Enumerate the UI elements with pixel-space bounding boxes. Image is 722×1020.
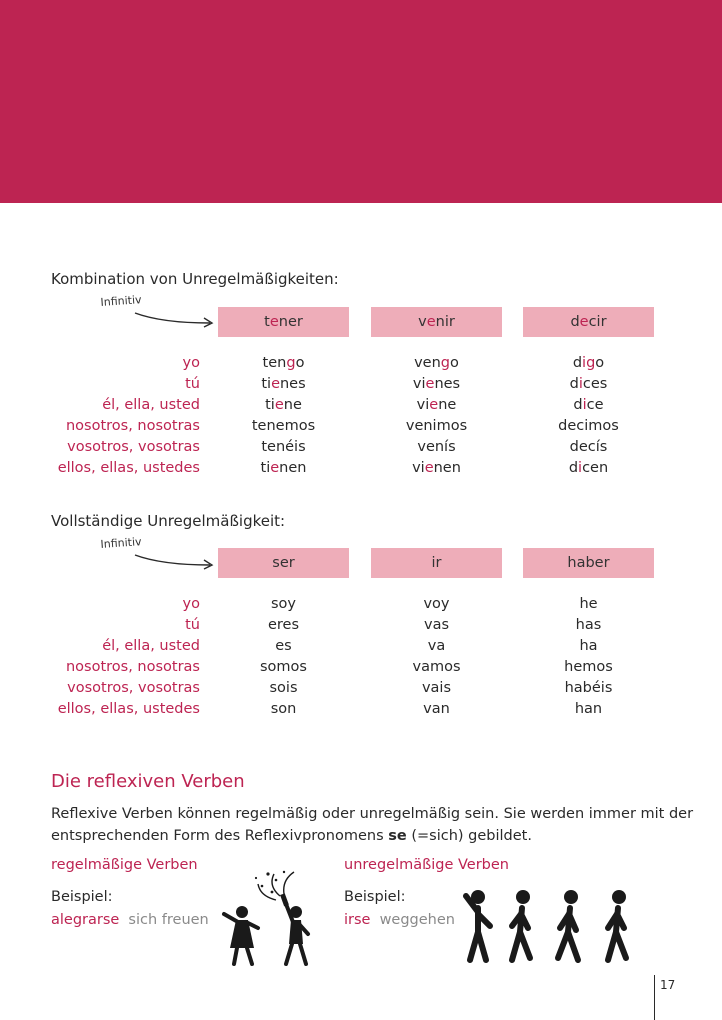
conjugation-cell bbox=[523, 594, 654, 615]
highlighted-letter: g bbox=[586, 355, 596, 371]
conjugation-cell bbox=[218, 374, 349, 395]
conjugation-text: somos bbox=[260, 659, 307, 675]
regular-example bbox=[51, 909, 209, 928]
paragraph-text: entsprechenden Form des Reflexivpronomens bbox=[51, 828, 389, 844]
header-banner bbox=[0, 0, 722, 203]
highlighted-letter: e bbox=[426, 314, 436, 330]
conjugation-cell bbox=[218, 395, 349, 416]
conjugation-cell bbox=[218, 699, 349, 720]
paragraph-text: (=sich) gebildet. bbox=[406, 828, 532, 844]
conjugation-cell bbox=[523, 416, 654, 437]
conjugation-text: ven bbox=[414, 355, 441, 371]
infinitive-header-cell bbox=[218, 307, 349, 337]
conjugation-cell bbox=[523, 636, 654, 657]
conjugation-cell bbox=[218, 615, 349, 636]
conjugation-cell bbox=[218, 458, 349, 479]
pronoun-label: él, ella, usted bbox=[102, 638, 200, 654]
pronoun-label: yo bbox=[182, 596, 200, 612]
conjugation-text: van bbox=[423, 701, 450, 717]
pronoun-label: vosotros, vosotras bbox=[67, 439, 200, 455]
conjugation-text: venís bbox=[417, 439, 456, 455]
infinitiv-arrow-icon bbox=[132, 307, 222, 337]
conjugation-cell bbox=[371, 416, 502, 437]
pronoun-label: ellos, ellas, ustedes bbox=[57, 701, 200, 717]
highlighted-letter: e bbox=[274, 397, 284, 413]
conjugation-text: has bbox=[575, 617, 602, 633]
highlighted-letter: i bbox=[582, 355, 587, 371]
pronoun-label: nosotros, nosotras bbox=[65, 659, 200, 675]
regular-example-translation: sich freuen bbox=[128, 912, 209, 928]
conjugation-cell bbox=[218, 657, 349, 678]
infinitive-header-cell bbox=[371, 548, 502, 578]
conjugation-text: ha bbox=[579, 638, 598, 654]
highlighted-letter: i bbox=[582, 397, 587, 413]
conjugation-cell bbox=[371, 374, 502, 395]
conjugation-text: habéis bbox=[564, 680, 613, 696]
conjugation-text: vais bbox=[421, 680, 452, 696]
conjugation-text: he bbox=[579, 596, 598, 612]
conjugation-cell bbox=[218, 437, 349, 458]
conjugation-text: venimos bbox=[405, 418, 468, 434]
conjugation-text: ne bbox=[438, 397, 457, 413]
conjugation-cell bbox=[371, 395, 502, 416]
regular-example-label: Beispiel: bbox=[51, 889, 113, 905]
conjugation-cell bbox=[371, 657, 502, 678]
irregular-verbs-heading: unregelmäßige Verben bbox=[344, 857, 509, 873]
verb-text: haber bbox=[567, 555, 610, 571]
conjugation-cell bbox=[371, 594, 502, 615]
paragraph-line bbox=[51, 825, 691, 847]
conjugation-text: voy bbox=[423, 596, 450, 612]
regular-verbs-heading: regelmäßige Verben bbox=[51, 857, 198, 873]
pronoun-label: ellos, ellas, ustedes bbox=[57, 460, 200, 476]
conjugation-cell bbox=[523, 395, 654, 416]
conjugation-text: ne bbox=[283, 397, 302, 413]
infinitive-header-cell bbox=[523, 307, 654, 337]
verb-text: cir bbox=[588, 314, 607, 330]
verb-text: ner bbox=[278, 314, 303, 330]
infinitive-header-cell bbox=[218, 548, 349, 578]
conjugation-text: decimos bbox=[558, 418, 619, 434]
conjugation-text: nes bbox=[279, 376, 306, 392]
conjugation-text: ti bbox=[260, 460, 271, 476]
conjugation-text: soy bbox=[270, 596, 296, 612]
conjugation-text: ten bbox=[262, 355, 287, 371]
conjugation-text: d bbox=[569, 376, 579, 392]
regular-example-verb: alegrarse bbox=[51, 912, 120, 928]
pronoun-label: yo bbox=[182, 355, 200, 371]
highlighted-letter: e bbox=[429, 397, 439, 413]
conjugation-text: ti bbox=[261, 376, 272, 392]
walking-away-people-icon bbox=[458, 886, 644, 966]
conjugation-cell bbox=[523, 437, 654, 458]
conjugation-cell bbox=[371, 458, 502, 479]
conjugation-cell bbox=[523, 458, 654, 479]
conjugation-cell bbox=[371, 353, 502, 374]
conjugation-text: nen bbox=[279, 460, 307, 476]
conjugation-text: vi bbox=[412, 376, 426, 392]
conjugation-cell bbox=[218, 416, 349, 437]
conjugation-text: tenéis bbox=[261, 439, 306, 455]
verb-text: t bbox=[264, 314, 270, 330]
conjugation-text: cen bbox=[582, 460, 609, 476]
highlighted-letter: g bbox=[440, 355, 451, 371]
conjugation-cell bbox=[523, 678, 654, 699]
conjugation-cell bbox=[371, 615, 502, 636]
conjugation-text: vi bbox=[412, 460, 425, 476]
infinitive-header-cell bbox=[371, 307, 502, 337]
conjugation-cell bbox=[523, 374, 654, 395]
conjugation-text: nen bbox=[433, 460, 461, 476]
conjugation-text: ti bbox=[265, 397, 275, 413]
paragraph-bold-se: se bbox=[388, 828, 407, 844]
conjugation-text: ces bbox=[582, 376, 608, 392]
conjugation-text: vamos bbox=[412, 659, 461, 675]
conjugation-cell bbox=[218, 353, 349, 374]
page-number-rule bbox=[654, 975, 655, 1020]
conjugation-text: han bbox=[574, 701, 603, 717]
infinitiv-label: Infinitiv bbox=[100, 535, 142, 551]
conjugation-text: vas bbox=[423, 617, 450, 633]
conjugation-cell bbox=[371, 678, 502, 699]
verb-text: ir bbox=[431, 555, 442, 571]
conjugation-cell bbox=[523, 699, 654, 720]
paragraph-line: Reflexive Verben können regelmäßig oder unregelmäßig sein. Sie werden immer mit der bbox=[51, 806, 694, 822]
conjugation-text: nes bbox=[434, 376, 461, 392]
section-heading-combination: Kombination von Unregelmäßigkeiten: bbox=[51, 270, 339, 288]
conjugation-cell bbox=[218, 678, 349, 699]
infinitiv-label: Infinitiv bbox=[100, 293, 142, 309]
pronoun-label: nosotros, nosotras bbox=[65, 418, 200, 434]
pronoun-label: tú bbox=[185, 617, 200, 633]
verb-text: nir bbox=[435, 314, 455, 330]
conjugation-cell bbox=[523, 353, 654, 374]
conjugation-text: o bbox=[295, 355, 305, 371]
highlighted-letter: i bbox=[578, 376, 583, 392]
conjugation-cell bbox=[523, 615, 654, 636]
conjugation-cell bbox=[218, 594, 349, 615]
conjugation-text: d bbox=[573, 397, 583, 413]
verb-text: ser bbox=[272, 555, 295, 571]
conjugation-text: tenemos bbox=[251, 418, 316, 434]
conjugation-text: eres bbox=[267, 617, 300, 633]
conjugation-text: es bbox=[275, 638, 292, 654]
irregular-example bbox=[344, 909, 455, 928]
infinitiv-arrow-icon bbox=[132, 549, 222, 579]
irregular-example-label: Beispiel: bbox=[344, 889, 406, 905]
section-heading-complete: Vollständige Unregelmäßigkeit: bbox=[51, 512, 286, 530]
page-number: 17 bbox=[660, 978, 676, 992]
conjugation-cell bbox=[371, 437, 502, 458]
highlighted-letter: e bbox=[425, 376, 435, 392]
pronoun-label: vosotros, vosotras bbox=[67, 680, 200, 696]
conjugation-text: o bbox=[450, 355, 459, 371]
verb-text: v bbox=[418, 314, 427, 330]
reflexive-paragraph bbox=[51, 803, 694, 847]
conjugation-text: va bbox=[427, 638, 446, 654]
pronoun-label: tú bbox=[185, 376, 200, 392]
conjugation-cell bbox=[523, 657, 654, 678]
conjugation-text: son bbox=[270, 701, 297, 717]
conjugation-text: vi bbox=[416, 397, 430, 413]
conjugation-cell bbox=[218, 636, 349, 657]
conjugation-cell bbox=[371, 636, 502, 657]
conjugation-text: d bbox=[572, 355, 583, 371]
pronoun-label: él, ella, usted bbox=[102, 397, 200, 413]
conjugation-cell bbox=[371, 699, 502, 720]
conjugation-text: o bbox=[595, 355, 605, 371]
highlighted-letter: g bbox=[286, 355, 296, 371]
celebrating-people-icon bbox=[210, 866, 320, 966]
highlighted-letter: e bbox=[269, 314, 279, 330]
highlighted-letter: e bbox=[271, 376, 280, 392]
conjugation-text: d bbox=[568, 460, 579, 476]
conjugation-text: hemos bbox=[564, 659, 613, 675]
highlighted-letter: e bbox=[424, 460, 434, 476]
section-title-reflexive: Die reflexiven Verben bbox=[51, 771, 245, 792]
conjugation-text: ce bbox=[586, 397, 604, 413]
conjugation-text: decís bbox=[569, 439, 608, 455]
highlighted-letter: e bbox=[579, 314, 589, 330]
highlighted-letter: i bbox=[578, 460, 583, 476]
infinitive-header-cell bbox=[523, 548, 654, 578]
irregular-example-verb: irse bbox=[344, 912, 371, 928]
conjugation-text: sois bbox=[269, 680, 298, 696]
highlighted-letter: e bbox=[270, 460, 280, 476]
irregular-example-translation: weggehen bbox=[379, 912, 455, 928]
verb-text: d bbox=[570, 314, 580, 330]
